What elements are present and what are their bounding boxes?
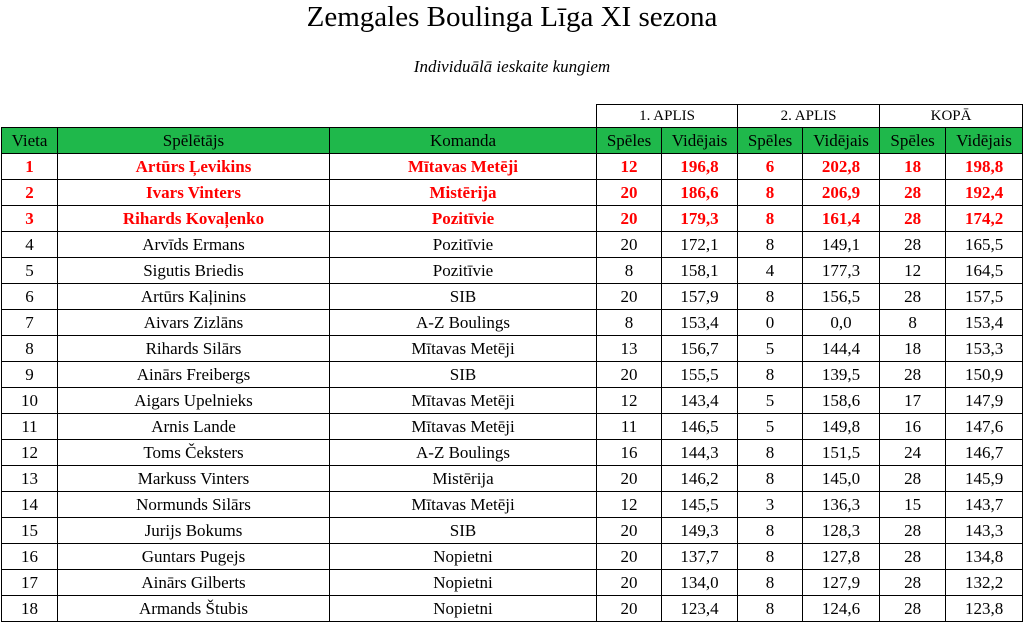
cell-place: 7 [2,310,58,336]
table-row [2,206,1023,232]
cell-average-total: 147,6 [946,414,1023,440]
cell-player: Rihards Kovaļenko [58,206,330,232]
cell-games-r1: 20 [597,544,662,570]
cell-games-total: 28 [880,544,946,570]
cell-player: Ainārs Gilberts [58,570,330,596]
page-title: Zemgales Boulinga Līga XI sezona [306,1,718,33]
cell-team: Mistērija [330,180,597,206]
cell-games-total: 18 [880,336,946,362]
cell-average-r2: 161,4 [803,206,880,232]
cell-player: Sigutis Briedis [58,258,330,284]
column-header-row [2,128,1023,154]
cell-average-r2: 144,4 [803,336,880,362]
table-row [2,570,1023,596]
cell-games-r2: 4 [738,258,803,284]
cell-games-r1: 20 [597,518,662,544]
cell-average-total: 132,2 [946,570,1023,596]
table-row [2,232,1023,258]
cell-average-r2: 158,6 [803,388,880,414]
column-header-games-total: Spēles [880,128,946,154]
table-row [2,388,1023,414]
cell-place: 6 [2,284,58,310]
cell-place: 18 [2,596,58,622]
cell-average-total: 150,9 [946,362,1023,388]
cell-games-r1: 20 [597,232,662,258]
cell-average-total: 145,9 [946,466,1023,492]
cell-player: Markuss Vinters [58,466,330,492]
cell-average-r2: 145,0 [803,466,880,492]
cell-player: Arvīds Ermans [58,232,330,258]
cell-place: 5 [2,258,58,284]
cell-games-r1: 16 [597,440,662,466]
table-row [2,154,1023,180]
table-row [2,544,1023,570]
cell-player: Normunds Silārs [58,492,330,518]
cell-average-r1: 155,5 [662,362,738,388]
cell-player: Arnis Lande [58,414,330,440]
cell-average-r1: 149,3 [662,518,738,544]
cell-average-r1: 146,5 [662,414,738,440]
cell-average-r2: 0,0 [803,310,880,336]
column-header-average-r1: Vidējais [662,128,738,154]
cell-games-r2: 8 [738,518,803,544]
cell-games-total: 15 [880,492,946,518]
cell-average-total: 164,5 [946,258,1023,284]
group-header-spacer [2,105,597,128]
cell-average-r2: 128,3 [803,518,880,544]
cell-games-r1: 12 [597,154,662,180]
column-header-games-r2: Spēles [738,128,803,154]
cell-games-r2: 8 [738,206,803,232]
cell-player: Artūrs Kaļinins [58,284,330,310]
cell-games-r2: 8 [738,440,803,466]
cell-games-r1: 20 [597,180,662,206]
cell-average-r2: 149,8 [803,414,880,440]
cell-player: Rihards Silārs [58,336,330,362]
cell-average-r2: 127,8 [803,544,880,570]
cell-average-r2: 151,5 [803,440,880,466]
group-header-total: KOPĀ [880,105,1023,128]
cell-games-r2: 8 [738,570,803,596]
cell-games-total: 28 [880,596,946,622]
cell-average-r1: 158,1 [662,258,738,284]
group-header-round-1: 1. APLIS [597,105,738,128]
cell-place: 3 [2,206,58,232]
cell-average-total: 143,3 [946,518,1023,544]
cell-games-r2: 8 [738,180,803,206]
cell-team: Mītavas Metēji [330,388,597,414]
cell-average-total: 143,7 [946,492,1023,518]
cell-team: Pozitīvie [330,206,597,232]
cell-average-r2: 124,6 [803,596,880,622]
cell-average-r1: 143,4 [662,388,738,414]
cell-average-r1: 186,6 [662,180,738,206]
group-header-round-2: 2. APLIS [738,105,880,128]
cell-average-total: 146,7 [946,440,1023,466]
cell-player: Armands Štubis [58,596,330,622]
cell-average-r2: 149,1 [803,232,880,258]
standings-body [2,154,1023,622]
cell-team: Nopietni [330,596,597,622]
cell-place: 17 [2,570,58,596]
cell-place: 16 [2,544,58,570]
cell-place: 11 [2,414,58,440]
cell-player: Toms Čeksters [58,440,330,466]
cell-games-r2: 0 [738,310,803,336]
cell-average-r2: 127,9 [803,570,880,596]
column-header-place: Vieta [2,128,58,154]
cell-team: SIB [330,518,597,544]
cell-games-r2: 8 [738,596,803,622]
cell-place: 9 [2,362,58,388]
cell-games-total: 24 [880,440,946,466]
cell-games-r1: 20 [597,284,662,310]
cell-games-r2: 6 [738,154,803,180]
cell-games-r1: 12 [597,492,662,518]
cell-player: Ivars Vinters [58,180,330,206]
cell-average-r2: 139,5 [803,362,880,388]
cell-place: 14 [2,492,58,518]
table-row [2,518,1023,544]
table-row [2,596,1023,622]
cell-average-r2: 202,8 [803,154,880,180]
cell-team: SIB [330,284,597,310]
table-row [2,362,1023,388]
cell-average-total: 134,8 [946,544,1023,570]
cell-games-r2: 8 [738,544,803,570]
cell-games-r2: 8 [738,362,803,388]
table-row [2,258,1023,284]
cell-games-total: 28 [880,518,946,544]
cell-games-total: 28 [880,362,946,388]
cell-games-r2: 3 [738,492,803,518]
cell-games-r1: 20 [597,206,662,232]
cell-games-total: 12 [880,258,946,284]
cell-team: A-Z Boulings [330,310,597,336]
cell-player: Aigars Upelnieks [58,388,330,414]
cell-games-total: 28 [880,180,946,206]
cell-average-total: 192,4 [946,180,1023,206]
cell-games-r1: 11 [597,414,662,440]
cell-games-r2: 5 [738,388,803,414]
cell-average-total: 153,3 [946,336,1023,362]
cell-team: Nopietni [330,570,597,596]
cell-games-r2: 8 [738,284,803,310]
cell-games-total: 17 [880,388,946,414]
cell-place: 15 [2,518,58,544]
cell-average-r1: 144,3 [662,440,738,466]
cell-average-total: 123,8 [946,596,1023,622]
table-row [2,414,1023,440]
table-row [2,310,1023,336]
cell-place: 1 [2,154,58,180]
cell-average-r1: 157,9 [662,284,738,310]
cell-games-total: 28 [880,232,946,258]
column-header-team: Komanda [330,128,597,154]
cell-team: SIB [330,362,597,388]
cell-average-r2: 156,5 [803,284,880,310]
cell-average-r2: 136,3 [803,492,880,518]
cell-place: 2 [2,180,58,206]
standings-table [1,104,1023,622]
cell-team: Pozitīvie [330,232,597,258]
cell-average-r1: 137,7 [662,544,738,570]
cell-games-r2: 8 [738,466,803,492]
cell-place: 12 [2,440,58,466]
cell-games-r1: 20 [597,570,662,596]
cell-average-r1: 156,7 [662,336,738,362]
cell-average-r1: 134,0 [662,570,738,596]
cell-average-total: 153,4 [946,310,1023,336]
cell-team: Pozitīvie [330,258,597,284]
table-row [2,440,1023,466]
group-header-row [2,105,1023,128]
cell-games-r2: 5 [738,336,803,362]
cell-average-total: 174,2 [946,206,1023,232]
cell-average-r2: 177,3 [803,258,880,284]
cell-games-r1: 8 [597,310,662,336]
cell-games-total: 28 [880,466,946,492]
table-row [2,284,1023,310]
cell-average-r2: 206,9 [803,180,880,206]
cell-games-r1: 20 [597,596,662,622]
table-row [2,492,1023,518]
cell-team: A-Z Boulings [330,440,597,466]
cell-games-r1: 8 [597,258,662,284]
cell-average-r1: 196,8 [662,154,738,180]
cell-games-r2: 5 [738,414,803,440]
page-subtitle: Individuālā ieskaite kungiem [413,57,611,76]
cell-team: Nopietni [330,544,597,570]
cell-player: Ainārs Freibergs [58,362,330,388]
cell-average-r1: 172,1 [662,232,738,258]
cell-team: Mītavas Metēji [330,336,597,362]
cell-team: Mistērija [330,466,597,492]
cell-team: Mītavas Metēji [330,154,597,180]
table-row [2,466,1023,492]
cell-average-r1: 123,4 [662,596,738,622]
cell-player: Aivars Zizlāns [58,310,330,336]
cell-place: 8 [2,336,58,362]
cell-games-total: 28 [880,284,946,310]
column-header-player: Spēlētājs [58,128,330,154]
cell-average-r1: 153,4 [662,310,738,336]
cell-games-r1: 20 [597,466,662,492]
cell-place: 4 [2,232,58,258]
cell-average-total: 198,8 [946,154,1023,180]
cell-games-r2: 8 [738,232,803,258]
cell-player: Artūrs Ļevikins [58,154,330,180]
cell-player: Jurijs Bokums [58,518,330,544]
cell-games-total: 16 [880,414,946,440]
cell-games-r1: 13 [597,336,662,362]
table-row [2,336,1023,362]
cell-player: Guntars Pugejs [58,544,330,570]
column-header-games-r1: Spēles [597,128,662,154]
column-header-average-total: Vidējais [946,128,1023,154]
column-header-average-r2: Vidējais [803,128,880,154]
cell-average-total: 165,5 [946,232,1023,258]
cell-average-total: 157,5 [946,284,1023,310]
cell-games-total: 8 [880,310,946,336]
cell-games-r1: 12 [597,388,662,414]
cell-average-r1: 179,3 [662,206,738,232]
cell-games-total: 28 [880,206,946,232]
cell-place: 13 [2,466,58,492]
cell-average-total: 147,9 [946,388,1023,414]
cell-games-total: 18 [880,154,946,180]
cell-average-r1: 145,5 [662,492,738,518]
cell-place: 10 [2,388,58,414]
cell-games-total: 28 [880,570,946,596]
cell-average-r1: 146,2 [662,466,738,492]
cell-team: Mītavas Metēji [330,414,597,440]
table-row [2,180,1023,206]
cell-team: Mītavas Metēji [330,492,597,518]
cell-games-r1: 20 [597,362,662,388]
